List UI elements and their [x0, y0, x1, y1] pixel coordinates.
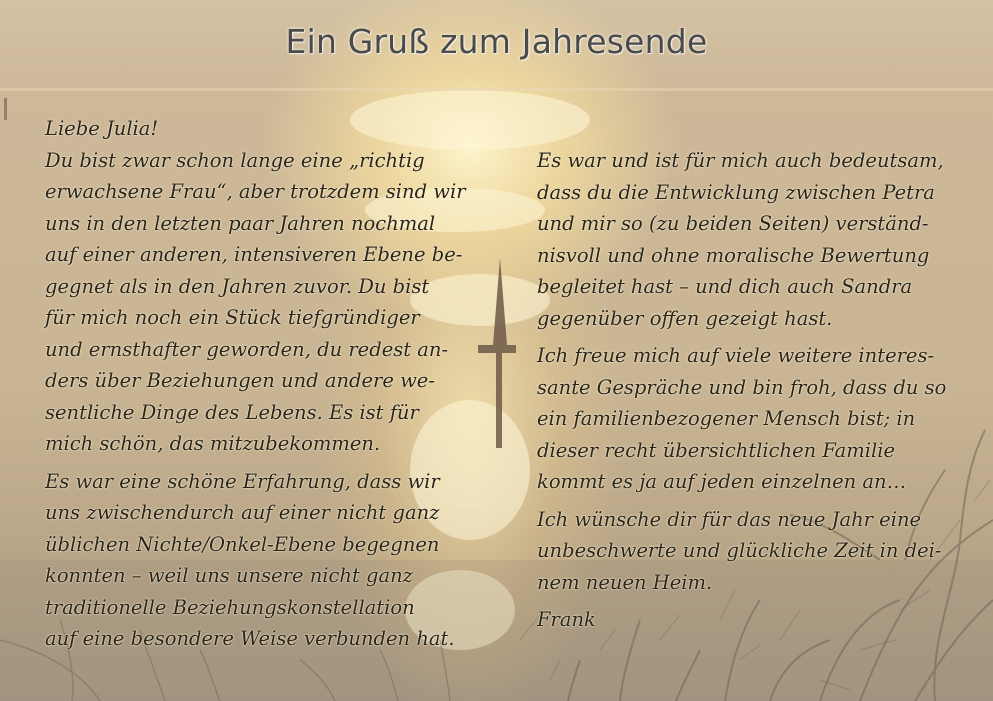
letter-right-column — [537, 145, 946, 636]
text-line: uns zwischendurch auf einer nicht ganz — [45, 501, 440, 524]
text-line: dieser recht übersichtlichen Familie — [537, 438, 895, 462]
text-line: kommt es ja auf jeden einzelnen an… — [537, 470, 907, 493]
text-line: für mich noch ein Stück tiefgründiger — [45, 306, 420, 329]
text-line: Ich wünsche dir für das neue Jahr eine — [537, 507, 922, 531]
text-line: auf eine besondere Weise verbunden hat. — [45, 627, 455, 650]
paragraph — [537, 340, 946, 498]
paragraph — [45, 145, 466, 460]
text-line: traditionelle Beziehungskonstellation — [45, 595, 415, 619]
text-line: begleitet hast – und dich auch Sandra — [537, 275, 913, 298]
text-line: erwachsene Frau“, aber trotzdem sind wir — [45, 180, 466, 203]
distant-boat — [4, 98, 7, 120]
horizon — [0, 88, 993, 91]
letter-left-column — [45, 113, 466, 661]
text-line: gegnet als in den Jahren zuvor. Du bist — [45, 274, 430, 298]
text-line: üblichen Nichte/Onkel-Ebene begegnen — [45, 532, 440, 556]
text-line: Du bist zwar schon lange eine „richtig — [45, 148, 425, 172]
text-line: nem neuen Heim. — [537, 570, 713, 594]
salutation: Liebe Julia! — [45, 117, 159, 140]
text-line: und mir so (zu beiden Seiten) verständ- — [537, 212, 929, 235]
text-line: gegenüber offen gezeigt hast. — [537, 306, 833, 330]
text-line: ein familienbezogener Mensch bist; in — [537, 407, 916, 430]
text-line: ders über Beziehungen und andere we- — [45, 369, 435, 392]
text-line: und ernsthafter geworden, du redest an- — [45, 337, 449, 361]
text-line: sentliche Dinge des Lebens. Es ist für — [45, 400, 419, 424]
text-line: Es war und ist für mich auch bedeutsam, — [537, 149, 944, 172]
paragraph — [537, 504, 946, 599]
card-title: Ein Gruß zum Jahresende — [285, 22, 708, 61]
paragraph — [45, 466, 466, 655]
text-line: auf einer anderen, intensiveren Ebene be- — [45, 243, 463, 266]
text-line: sante Gespräche und bin froh, dass du so — [537, 375, 947, 399]
paragraph — [537, 145, 946, 334]
text-line: dass du die Entwicklung zwischen Petra — [537, 180, 935, 204]
text-line: Es war eine schöne Erfahrung, dass wir — [45, 469, 440, 493]
text-line: Ich freue mich auf viele weitere interes- — [537, 344, 935, 367]
text-line: mich schön, das mitzubekommen. — [45, 432, 381, 455]
text-line: unbeschwerte und glückliche Zeit in dei- — [537, 539, 942, 562]
text-line: uns in den letzten paar Jahren nochmal — [45, 211, 436, 235]
text-line: nisvoll und ohne moralische Bewertung — [537, 243, 930, 267]
text-line: konnten – weil uns unsere nicht ganz — [45, 564, 413, 587]
signature: Frank — [537, 608, 596, 631]
